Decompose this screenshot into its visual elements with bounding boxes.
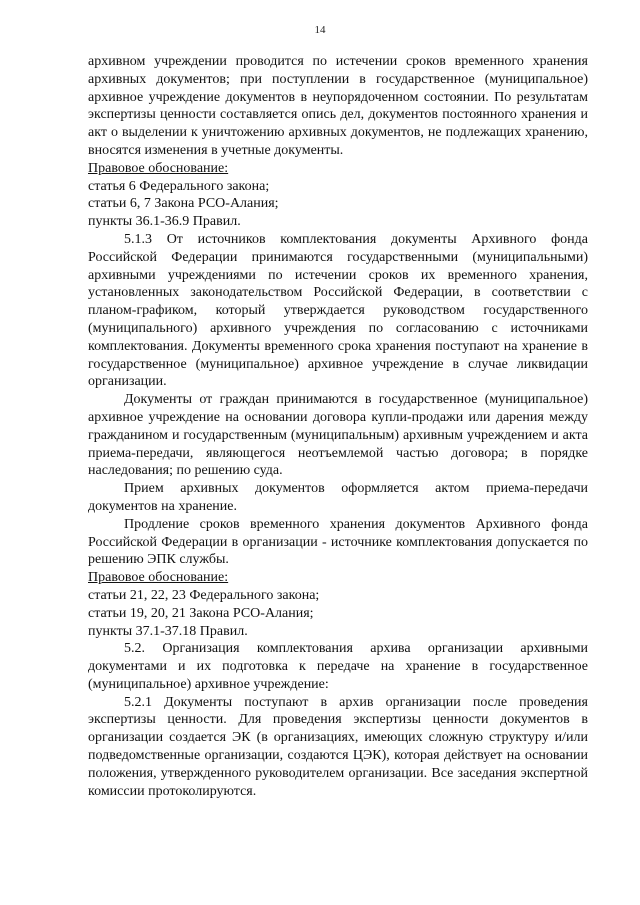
legal-basis-item: статья 6 Федерального закона; bbox=[88, 178, 270, 194]
legal-basis-item: пункты 37.1-37.18 Правил. bbox=[88, 623, 248, 639]
page-number: 14 bbox=[314, 24, 326, 36]
paragraph-expertise-continuation: архивном учреждении проводится по истечении сроков временного хранения архивных документов; при поступлении в государственное (муниципальное) архивное учреждение документов в неупорядоченном состоянии. По результатам экспертизы ценности составляется опись дел, документов постоянного хранения и акт о выделении к уничтожению архивных документов, не подлежащих хранению, вносятся изменения в учетные документы. bbox=[88, 54, 588, 158]
paragraph-5-2: 5.2. Организация комплектования архива организации архивными документами и их подготовка к передаче на хранение в государственное (муниципальное) архивное учреждение: bbox=[88, 641, 588, 692]
paragraph-acceptance-act: Прием архивных документов оформляется актом приема-передачи документов на хранение. bbox=[88, 481, 588, 514]
page-content bbox=[88, 53, 588, 800]
legal-basis-item: статьи 19, 20, 21 Закона РСО-Алания; bbox=[88, 605, 314, 621]
legal-basis-heading: Правовое обоснование: bbox=[88, 160, 229, 176]
paragraph-citizens-documents: Документы от граждан принимаются в государственное (муниципальное) архивное учреждение на основании договора купли-продажи или дарения между гражданином и государственным (муниципальным) архивным учреждением и акта приема-передачи, являющегося неотъемлемой частью договора; в порядке наследования; по решению суда. bbox=[88, 392, 588, 479]
legal-basis-item: пункты 36.1-36.9 Правил. bbox=[88, 214, 241, 230]
legal-basis-item: статьи 6, 7 Закона РСО-Алания; bbox=[88, 196, 279, 212]
legal-basis-item: статьи 21, 22, 23 Федерального закона; bbox=[88, 587, 320, 603]
paragraph-5-1-3: 5.1.3 От источников комплектования документы Архивного фонда Российской Федерации принимаются государственными (муниципальными) архивными учреждениями по истечении сроков их временного хранения, установленных законодательством Российской Федерации, в соответствии с планом-графиком, который утверждается руководством государственного (муниципального) архивного учреждения по согласованию с источниками комплектования. Документы временного срока хранения поступают на хранение в государственное (муниципальное) архивное учреждение в случае ликвидации организации. bbox=[88, 231, 588, 390]
legal-basis-heading: Правовое обоснование: bbox=[88, 570, 229, 586]
paragraph-5-2-1: 5.2.1 Документы поступают в архив организации после проведения экспертизы ценности. Для проведения экспертизы ценности документов в организации создается ЭК (в организациях, имеющих сложную структуру и/или подведомственные организации, создаются ЦЭК), которая действует на основании положения, утвержденного руководителем организации. Все заседания экспертной комиссии протоколируются. bbox=[88, 694, 588, 799]
paragraph-storage-extension: Продление сроков временного хранения документов Архивного фонда Российской Федерации в организации - источнике комплектования допускается по решению ЭПК службы. bbox=[88, 516, 588, 568]
